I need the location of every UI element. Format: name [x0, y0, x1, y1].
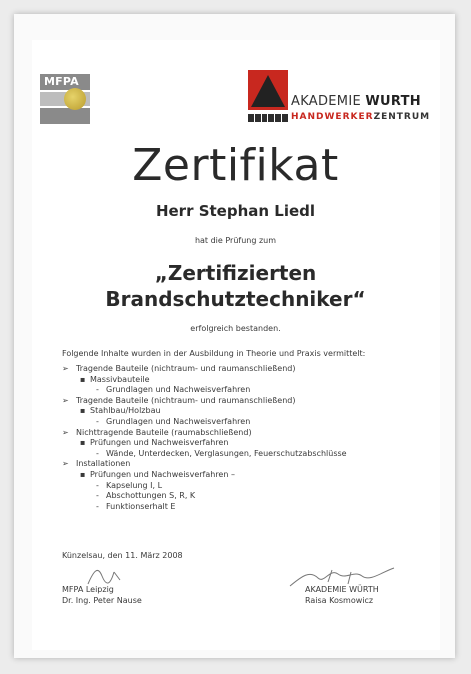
contents-item-text: Nichttragende Bauteile (raumabschließend) — [76, 427, 252, 437]
dash-bullet-icon: - — [96, 480, 99, 490]
recipient-name: Herr Stephan Liedl — [155, 202, 316, 220]
arrow-bullet-icon: ➢ — [62, 427, 69, 437]
contents-item — [62, 428, 347, 439]
contents-list — [62, 364, 347, 512]
dash-bullet-icon: - — [96, 448, 99, 458]
place-date: Künzelsau, den 11. März 2008 — [62, 551, 183, 560]
pre-text: hat die Prüfung zum — [194, 236, 277, 245]
contents-item-text: Prüfungen und Nachweisverfahren – — [90, 469, 235, 479]
contents-item — [62, 470, 347, 481]
square-bullet-icon: ▪ — [80, 469, 86, 479]
contents-item-text: Kapselung I, L — [106, 480, 163, 490]
dash-bullet-icon: - — [96, 385, 99, 395]
qualification-line1: „Zertifizierten — [154, 261, 317, 285]
contents-item-text: Installationen — [76, 459, 131, 469]
mfpa-logo-text: MFPA — [44, 75, 79, 88]
dash-bullet-icon: - — [96, 416, 99, 426]
dash-bullet-icon: - — [96, 491, 99, 501]
aw-logo-word3: HANDWERKER — [291, 112, 374, 122]
square-bullet-icon: ▪ — [80, 438, 86, 448]
right-signatory — [305, 584, 379, 606]
contents-item-text: Tragende Bauteile (nichtraum- und raumanschließend) — [76, 395, 296, 405]
square-bullet-icon: ▪ — [80, 374, 86, 384]
contents-item — [62, 449, 347, 460]
post-text: erfolgreich bestanden. — [190, 324, 281, 333]
contents-item-text: Tragende Bauteile (nichtraum- und raumanschließend) — [76, 364, 296, 373]
contents-item-text: Wände, Unterdecken, Verglasungen, Feuerschutzabschlüsse — [106, 448, 347, 458]
contents-item — [62, 491, 347, 502]
aw-logo-word2: WURTH — [365, 94, 421, 109]
akademie-wuerth-logo — [248, 70, 438, 128]
certificate-title: Zertifikat — [132, 140, 339, 191]
aw-logo-word4: ZENTRUM — [373, 112, 431, 122]
contents-item — [62, 396, 347, 407]
contents-item-text: Prüfungen und Nachweisverfahren — [90, 438, 229, 448]
arrow-bullet-icon: ➢ — [62, 364, 69, 373]
contents-item — [62, 502, 347, 513]
left-signatory — [62, 584, 142, 606]
contents-item — [62, 406, 347, 417]
mfpa-logo — [40, 74, 90, 124]
right-signatory-name: Raisa Kosmowicz — [305, 596, 374, 605]
qualification-line2: Brandschutztechniker“ — [105, 287, 366, 311]
arrow-bullet-icon: ➢ — [62, 459, 69, 469]
contents-item — [62, 459, 347, 470]
contents-item-text: Grundlagen und Nachweisverfahren — [106, 416, 251, 426]
left-signatory-org: MFPA Leipzig — [62, 585, 114, 594]
dash-bullet-icon: - — [96, 501, 99, 511]
right-signatory-org: AKADEMIE WÜRTH — [305, 585, 379, 594]
contents-item — [62, 364, 347, 375]
contents-item-text: Stahlbau/Holzbau — [90, 406, 161, 416]
contents-item-text: Abschottungen S, R, K — [106, 491, 196, 501]
aw-logo-word1: AKADEMIE — [291, 94, 361, 109]
arrow-bullet-icon: ➢ — [62, 395, 69, 405]
contents-item — [62, 438, 347, 449]
square-bullet-icon: ▪ — [80, 406, 86, 416]
contents-item-text: Massivbauteile — [90, 374, 150, 384]
contents-item-text: Funktionserhalt E — [106, 501, 176, 511]
contents-item — [62, 375, 347, 386]
contents-item-text: Grundlagen und Nachweisverfahren — [106, 385, 251, 395]
left-signatory-name: Dr. Ing. Peter Nause — [62, 596, 142, 605]
contents-item — [62, 481, 347, 492]
contents-item — [62, 385, 347, 396]
contents-intro: Folgende Inhalte wurden in der Ausbildung in Theorie und Praxis vermittelt: — [62, 349, 366, 358]
contents-item — [62, 417, 347, 428]
